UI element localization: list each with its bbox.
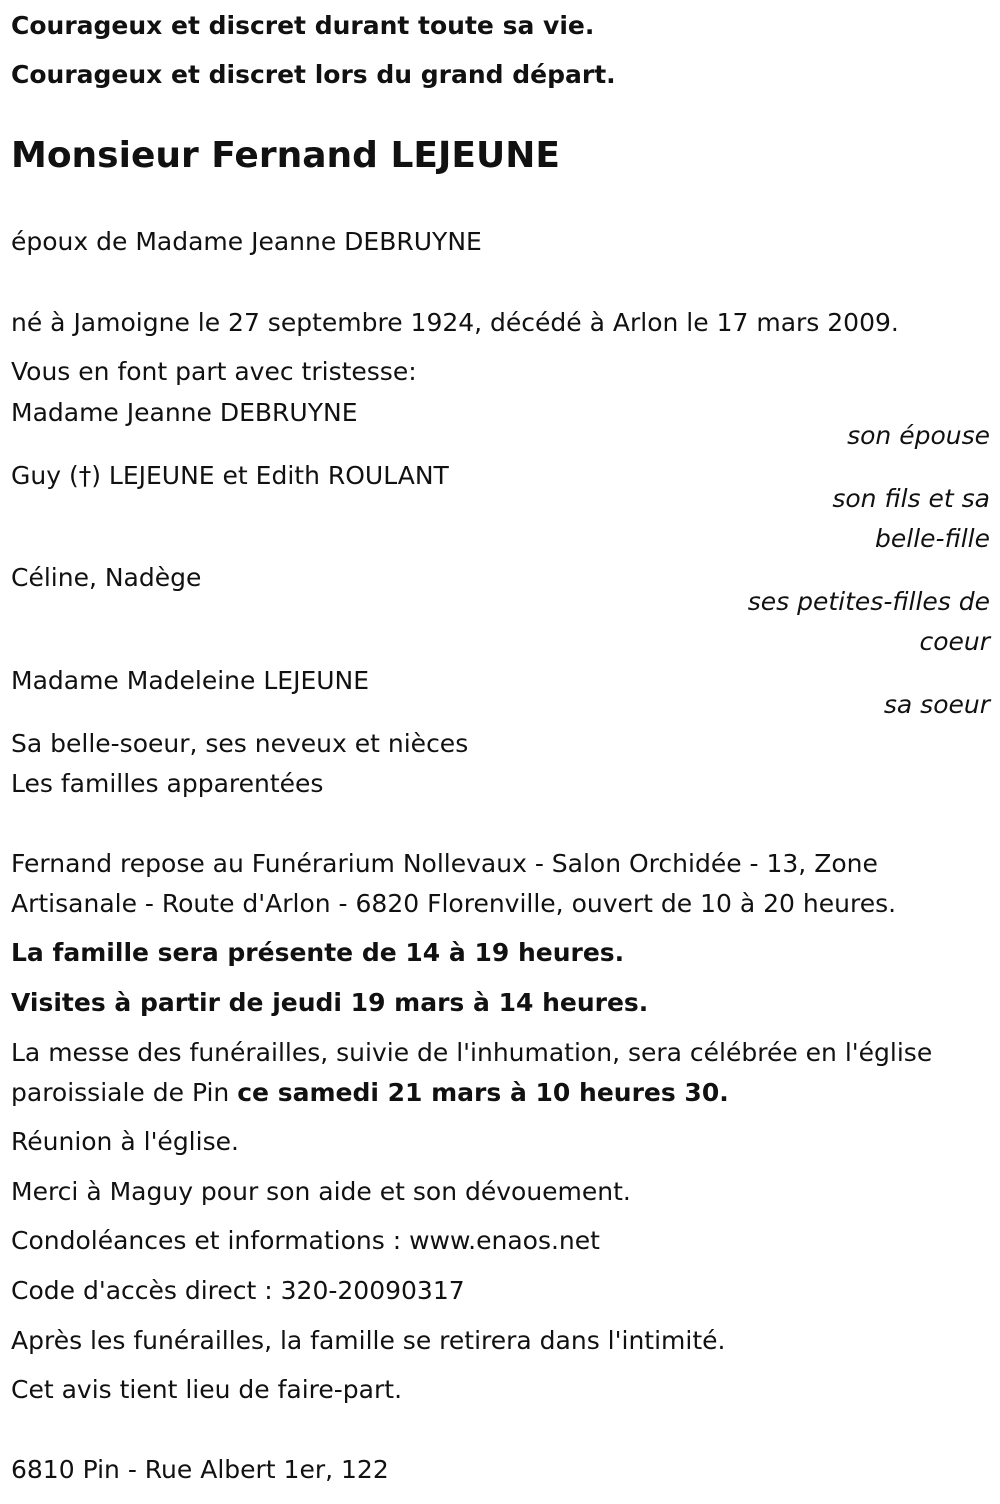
repose-line-2: Artisanale - Route d'Arlon - 6820 Florenville, ouvert de 10 à 20 heures. [11,889,897,918]
repose-line-1: Fernand repose au Funérarium Nollevaux - Salon Orchidée - 13, Zone [11,849,878,878]
family-member-name: Madame Madeleine LEJEUNE [11,666,370,695]
access-code-line: Code d'accès direct : 320-20090317 [11,1276,465,1305]
deceased-name: Monsieur Fernand LEJEUNE [11,135,560,176]
birth-death-line: né à Jamoigne le 27 septembre 1924, décédé à Arlon le 17 mars 2009. [11,308,899,337]
mass-line-1: La messe des funérailles, suivie de l'inhumation, sera célébrée en l'église [11,1038,933,1067]
after-funeral-line: Après les funérailles, la famille se retirera dans l'intimité. [11,1326,726,1355]
mass-line-2-prefix: paroissiale de Pin [11,1078,238,1107]
notice-line: Cet avis tient lieu de faire-part. [11,1375,403,1404]
visits-line: Visites à partir de jeudi 19 mars à 14 heures. [11,988,649,1017]
family-member-name: Céline, Nadège [11,563,202,592]
family-member-relation: son fils et sa [832,484,990,513]
spouse-line: époux de Madame Jeanne DEBRUYNE [11,227,482,256]
family-presence: La famille sera présente de 14 à 19 heures. [11,938,625,967]
extended-family-line-1: Sa belle-soeur, ses neveux et nièces [11,729,469,758]
mass-line-2 [11,1073,729,1113]
family-member-name: Guy (†) LEJEUNE et Edith ROULANT [11,461,449,490]
condolences-line: Condoléances et informations : www.enaos.net [11,1226,600,1255]
meeting-line: Réunion à l'église. [11,1127,239,1156]
family-member-name: Madame Jeanne DEBRUYNE [11,398,358,427]
mass-date-time: ce samedi 21 mars à 10 heures 30. [237,1078,729,1107]
extended-family-line-2: Les familles apparentées [11,769,324,798]
thanks-line: Merci à Maguy pour son aide et son dévouement. [11,1177,631,1206]
family-member-relation: sa soeur [883,690,990,719]
motto-line-2: Courageux et discret lors du grand départ. [11,60,616,89]
family-member-relation: belle-fille [875,524,990,553]
motto-line-1: Courageux et discret durant toute sa vie. [11,11,595,40]
family-member-relation: coeur [919,627,990,656]
family-member-relation: ses petites-filles de [747,587,990,616]
address-line: 6810 Pin - Rue Albert 1er, 122 [11,1455,389,1484]
family-member-relation: son épouse [847,421,990,450]
announcement-intro: Vous en font part avec tristesse: [11,357,417,386]
